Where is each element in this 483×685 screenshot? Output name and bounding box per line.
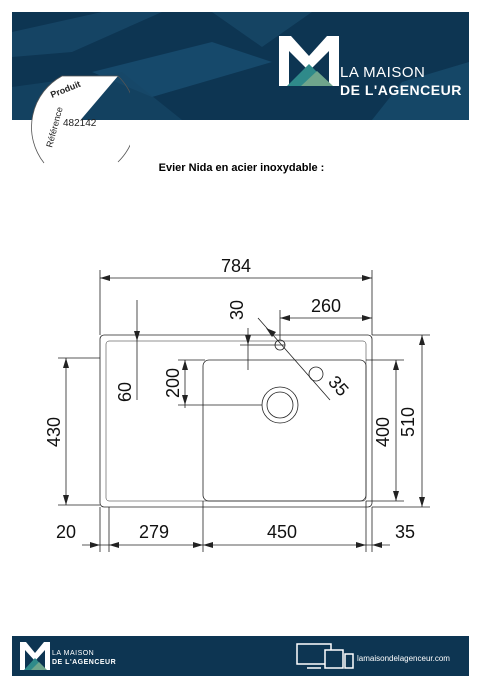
dim-drain-diameter: 35 — [324, 371, 353, 401]
dim-overall-width: 784 — [220, 256, 252, 276]
footer-brand-line1: LA MAISON — [52, 650, 95, 657]
reference-number: 482142 — [63, 118, 97, 129]
brand-logo-icon — [279, 36, 339, 86]
dim-inner-60: 60 — [115, 381, 135, 403]
devices-icon — [295, 642, 355, 670]
dim-depth-430: 430 — [44, 416, 64, 448]
sink-outline — [100, 335, 372, 507]
product-label: Produit — [49, 78, 82, 100]
dim-inner-200: 200 — [163, 367, 183, 399]
document-title: Evier Nida en acier inoxydable : — [158, 162, 325, 174]
footer-website-link[interactable]: lamaisondelagenceur.com — [357, 654, 450, 663]
reference-label: Référence — [44, 105, 65, 149]
sink-technical-drawing — [0, 240, 483, 570]
footer-logo-icon — [20, 642, 50, 670]
dim-total-510: 510 — [398, 406, 418, 438]
dim-offset-30: 30 — [227, 299, 247, 321]
dim-drain-offset: 260 — [310, 296, 342, 316]
dim-bowl-400: 400 — [373, 416, 393, 448]
footer-brand-line2: DE L'AGENCEUR — [52, 659, 117, 666]
dim-bottom-450: 450 — [266, 522, 298, 542]
brand-name-line1: LA MAISON — [340, 64, 426, 81]
dim-bottom-35: 35 — [394, 522, 416, 542]
brand-name-line2: DE L'AGENCEUR — [340, 82, 462, 98]
dim-bottom-279: 279 — [138, 522, 170, 542]
dim-bottom-20: 20 — [55, 522, 77, 542]
